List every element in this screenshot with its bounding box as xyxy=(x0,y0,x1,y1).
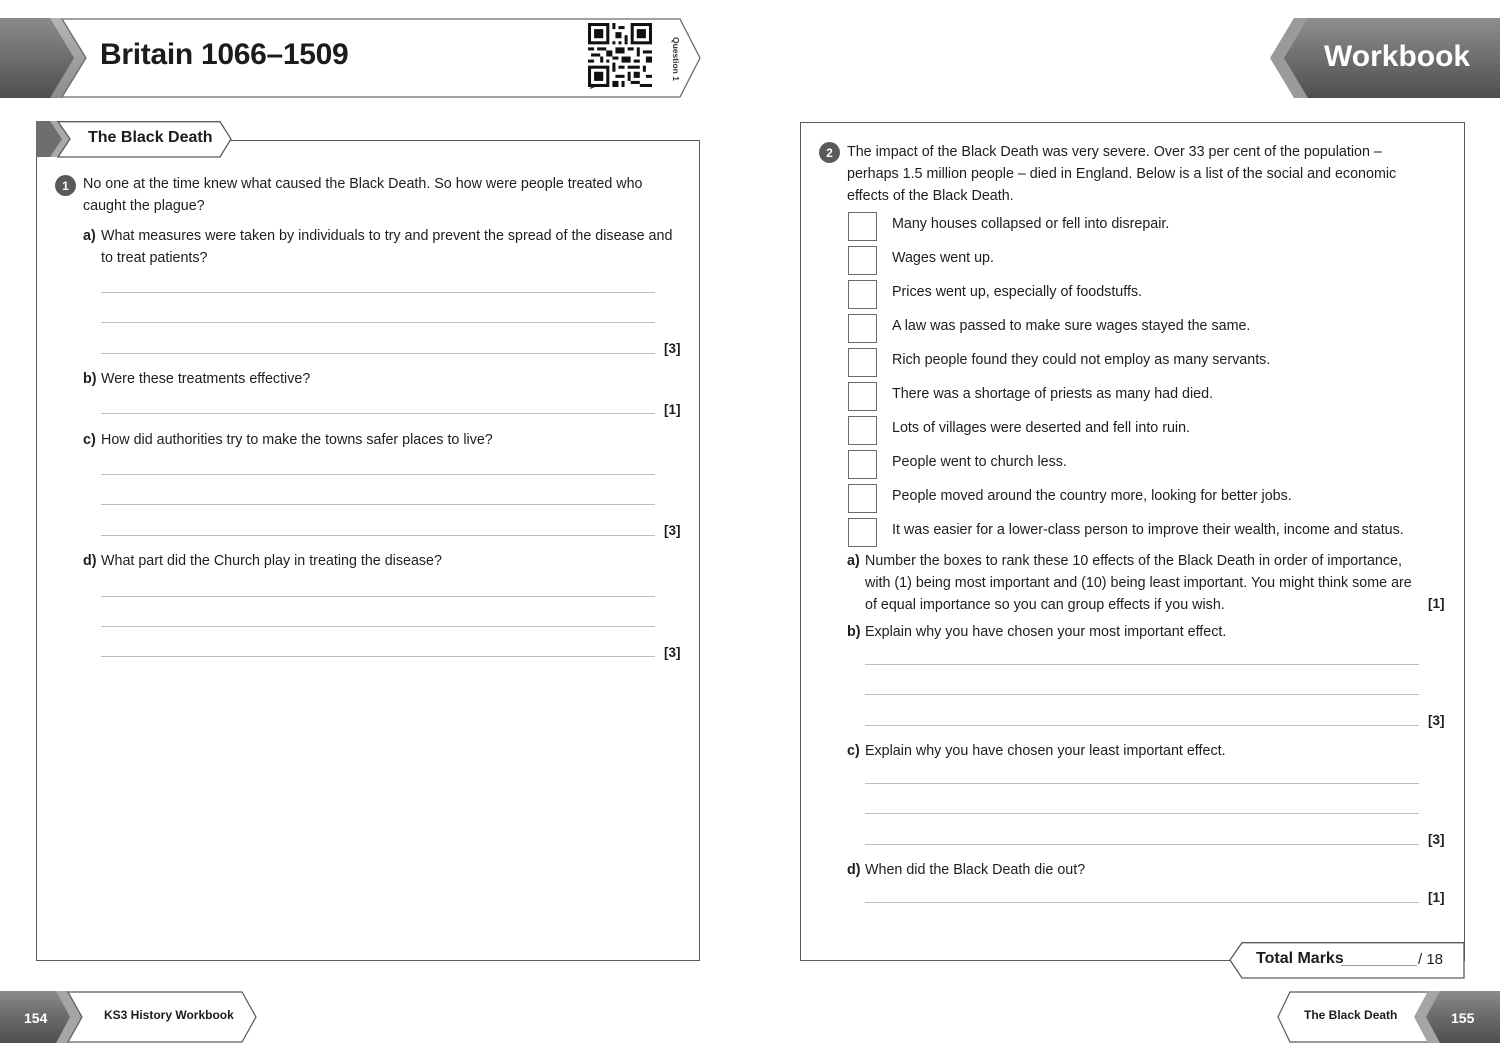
effect-item: It was easier for a lower-class person to improve their wealth, income and status. xyxy=(892,522,1404,538)
question-2d xyxy=(847,859,1437,881)
answer-line-1d-2[interactable] xyxy=(101,626,655,627)
part-label: c) xyxy=(847,743,860,759)
header-left-banner xyxy=(0,18,702,98)
question-2c xyxy=(847,740,1437,762)
question-2-number-badge xyxy=(819,142,840,163)
part-text: Explain why you have chosen your most important effect. xyxy=(865,624,1227,640)
answer-line-2c-2[interactable] xyxy=(865,813,1419,814)
question-number: 2 xyxy=(819,142,840,163)
answer-line-1d-1[interactable] xyxy=(101,596,655,597)
footer-right xyxy=(1276,991,1500,1043)
part-label: d) xyxy=(83,553,97,569)
marks-1d: [3] xyxy=(664,645,681,660)
marks-2a: [1] xyxy=(1428,596,1445,611)
part-label: d) xyxy=(847,862,861,878)
answer-line-1a-2[interactable] xyxy=(101,322,655,323)
answer-line-1c-2[interactable] xyxy=(101,504,655,505)
question-2b xyxy=(847,621,1437,643)
right-question-panel xyxy=(800,122,1465,961)
part-text: Were these treatments effective? xyxy=(101,371,311,387)
part-text: What part did the Church play in treating the disease? xyxy=(101,553,442,569)
part-label: b) xyxy=(83,371,97,387)
answer-line-1c-3[interactable] xyxy=(101,535,655,536)
answer-line-1d-3[interactable] xyxy=(101,656,655,657)
total-marks-input-line[interactable] xyxy=(1341,965,1417,966)
effect-item: Many houses collapsed or fell into disrepair. xyxy=(892,216,1170,232)
video-solution-qr[interactable] xyxy=(586,23,686,93)
rank-box-9[interactable] xyxy=(848,484,877,513)
effect-item: Rich people found they could not employ as many servants. xyxy=(892,352,1271,368)
page-title: Britain 1066–1509 xyxy=(100,38,349,71)
answer-line-1c-1[interactable] xyxy=(101,474,655,475)
qr-label-question: Question 1 xyxy=(671,37,681,81)
question-1a xyxy=(83,225,673,269)
rank-box-6[interactable] xyxy=(848,382,877,411)
marks-2b: [3] xyxy=(1428,713,1445,728)
part-text: What measures were taken by individuals to try and prevent the spread of the disease and to treat patients? xyxy=(101,228,673,266)
part-label: b) xyxy=(847,624,861,640)
answer-line-2c-3[interactable] xyxy=(865,844,1419,845)
rank-box-10[interactable] xyxy=(848,518,877,547)
total-marks-max: / 18 xyxy=(1418,951,1444,968)
part-label: c) xyxy=(83,432,96,448)
marks-2d: [1] xyxy=(1428,890,1445,905)
header-right-banner xyxy=(1268,18,1500,98)
question-1b xyxy=(83,368,673,390)
section-title: The Black Death xyxy=(88,129,213,146)
panel-top-border xyxy=(230,140,700,141)
answer-line-1a-1[interactable] xyxy=(101,292,655,293)
part-text: Number the boxes to rank these 10 effects of the Black Death in order of importance, with (1) being most important and (10) being least important. You might think some are of equal importance so you can group effects if you wish. xyxy=(865,553,1412,613)
effect-item: People moved around the country more, looking for better jobs. xyxy=(892,488,1292,504)
question-2-text: The impact of the Black Death was very severe. Over 33 per cent of the population – perhaps 1.5 million people – died in England. Below is a list of the social and economic effects of the Black Death. xyxy=(847,144,1397,204)
effect-item: Lots of villages were deserted and fell into ruin. xyxy=(892,420,1191,436)
part-text: Explain why you have chosen your least important effect. xyxy=(865,743,1226,759)
rank-box-5[interactable] xyxy=(848,348,877,377)
answer-line-2d-1[interactable] xyxy=(865,902,1419,903)
effect-item: There was a shortage of priests as many had died. xyxy=(892,386,1214,402)
answer-line-2b-2[interactable] xyxy=(865,694,1419,695)
qr-code-icon[interactable] xyxy=(586,23,654,87)
part-text: When did the Black Death die out? xyxy=(865,862,1086,878)
rank-box-1[interactable] xyxy=(848,212,877,241)
effect-item: A law was passed to make sure wages stayed the same. xyxy=(892,318,1251,334)
marks-1a: [3] xyxy=(664,341,681,356)
answer-line-1a-3[interactable] xyxy=(101,353,655,354)
part-label: a) xyxy=(83,228,96,244)
part-text: How did authorities try to make the towns safer places to live? xyxy=(101,432,493,448)
rank-box-2[interactable] xyxy=(848,246,877,275)
effect-item: Prices went up, especially of foodstuffs. xyxy=(892,284,1143,300)
question-1-number-badge xyxy=(55,175,76,196)
effect-item: Wages went up. xyxy=(892,250,994,266)
rank-box-7[interactable] xyxy=(848,416,877,445)
workbook-title: Workbook xyxy=(1324,40,1471,73)
question-1d xyxy=(83,550,673,572)
marks-1c: [3] xyxy=(664,523,681,538)
total-marks-label: Total Marks xyxy=(1256,950,1344,967)
marks-1b: [1] xyxy=(664,402,681,417)
page-number-left: 154 xyxy=(24,1010,48,1026)
effect-item: People went to church less. xyxy=(892,454,1067,470)
answer-line-2b-1[interactable] xyxy=(865,664,1419,665)
question-1c xyxy=(83,429,673,451)
chapter-title: The Black Death xyxy=(1304,1008,1398,1022)
footer-left xyxy=(0,991,258,1043)
rank-box-8[interactable] xyxy=(848,450,877,479)
rank-box-4[interactable] xyxy=(848,314,877,343)
answer-line-2b-3[interactable] xyxy=(865,725,1419,726)
total-marks-box xyxy=(1228,942,1466,979)
answer-line-1b-1[interactable] xyxy=(101,413,655,414)
answer-line-2c-1[interactable] xyxy=(865,783,1419,784)
rank-box-3[interactable] xyxy=(848,280,877,309)
question-1-text: No one at the time knew what caused the Black Death. So how were people treated who caught the plague? xyxy=(83,176,643,214)
section-tab xyxy=(36,121,232,158)
page-number-right: 155 xyxy=(1451,1010,1475,1026)
question-2a xyxy=(847,550,1437,616)
marks-2c: [3] xyxy=(1428,832,1445,847)
question-number: 1 xyxy=(55,175,76,196)
book-title: KS3 History Workbook xyxy=(104,1008,234,1022)
part-label: a) xyxy=(847,553,860,569)
